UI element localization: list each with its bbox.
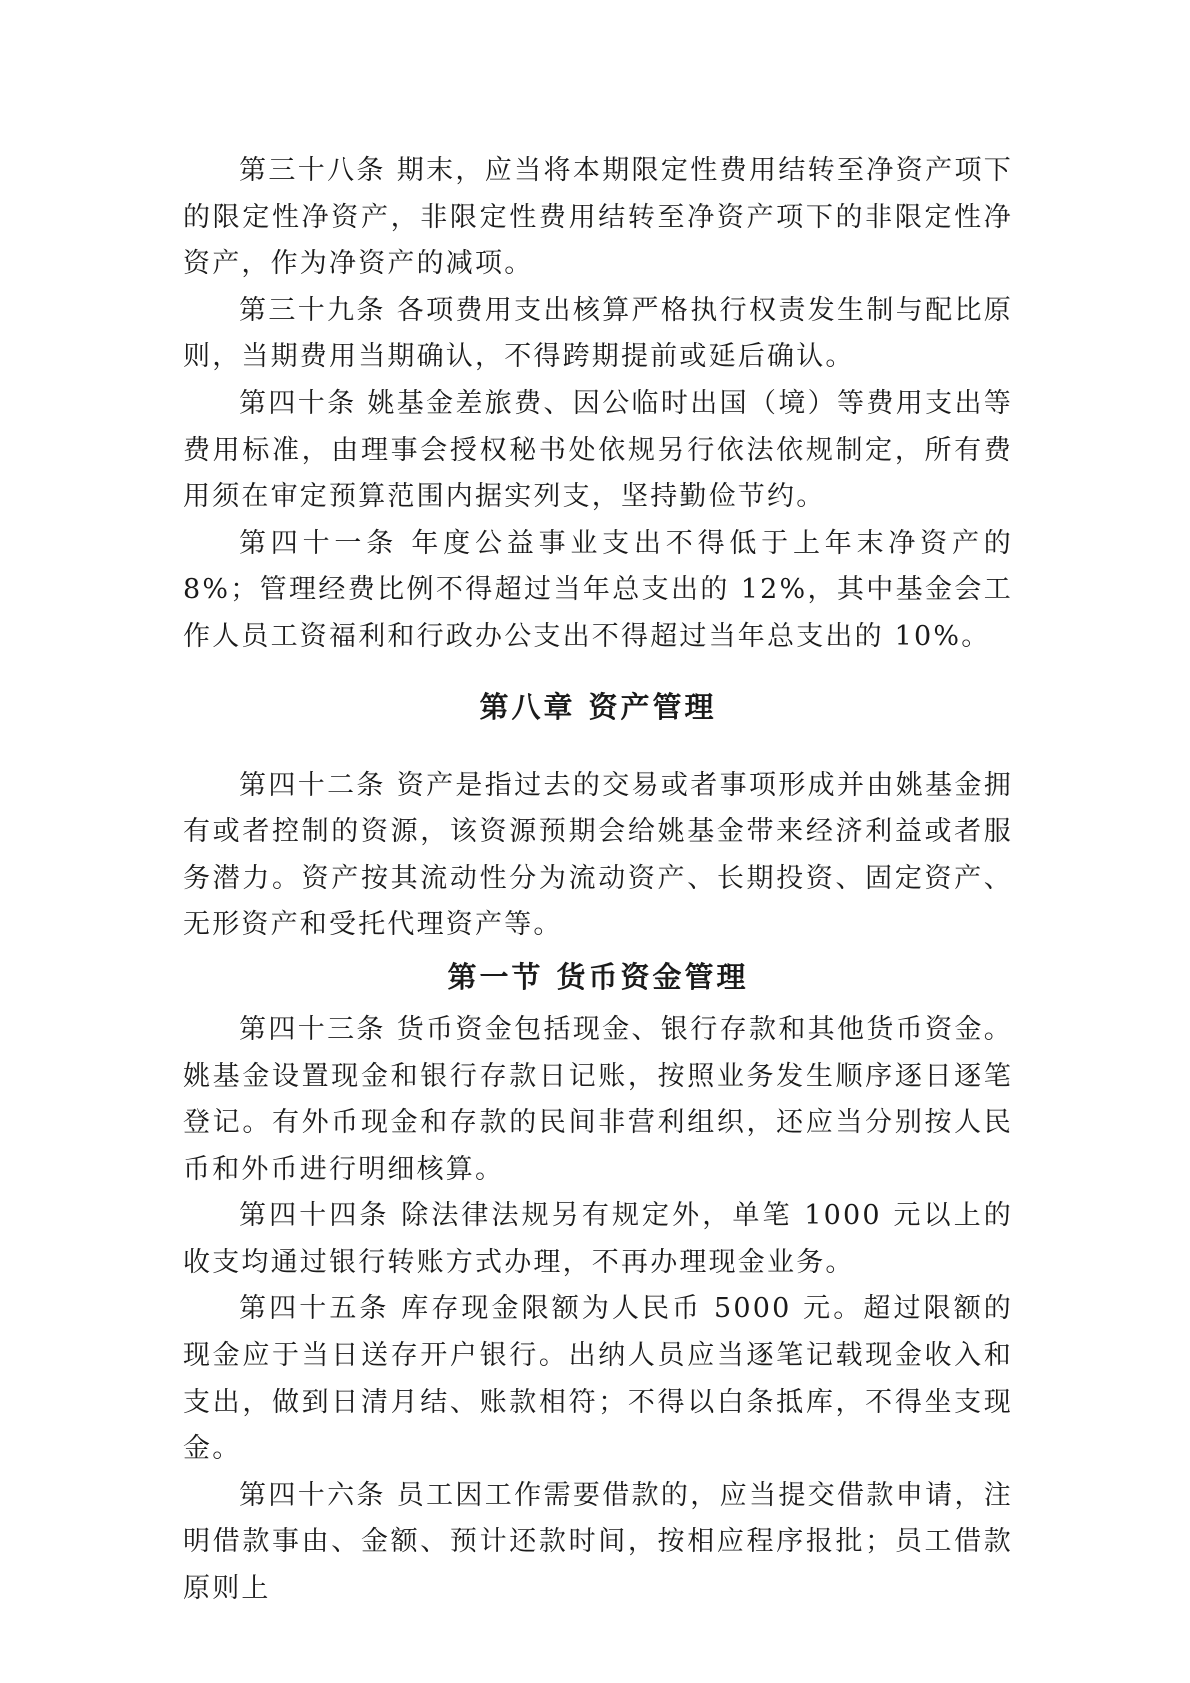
- article-46: 第四十六条 员工因工作需要借款的，应当提交借款申请，注明借款事由、金额、预计还款时间，按相应程序报批；员工借款原则上: [183, 1479, 1013, 1605]
- article-44: 第四十四条 除法律法规另有规定外，单笔 1000 元以上的收支均通过银行转账方式办理，不再办理现金业务。: [183, 1200, 1013, 1278]
- article-42: 第四十二条 资产是指过去的交易或者事项形成并由姚基金拥有或者控制的资源，该资源预期会给姚基金带来经济利益或者服务潜力。资产按其流动性分为流动资产、长期投资、固定资产、无形资产和受托代理资产等。: [183, 769, 1013, 941]
- section-title: 第一节 货币资金管理: [447, 959, 749, 994]
- article-38: 第三十八条 期末，应当将本期限定性费用结转至净资产项下的限定性净资产，非限定性费用结转至净资产项下的非限定性净资产，作为净资产的减项。: [183, 155, 1013, 280]
- article-45: 第四十五条 库存现金限额为人民币 5000 元。超过限额的现金应于当日送存开户银行。出纳人员应当逐笔记载现金收入和支出，做到日清月结、账款相符；不得以白条抵库，不得坐支现金。: [183, 1293, 1013, 1465]
- chapter-title: 第八章 资产管理: [479, 689, 717, 724]
- article-39: 第三十九条 各项费用支出核算严格执行权责发生制与配比原则，当期费用当期确认，不得跨期提前或延后确认。: [183, 294, 1013, 373]
- article-40: 第四十条 姚基金差旅费、因公临时出国（境）等费用支出等费用标准，由理事会授权秘书处依规另行依法依规制定，所有费用须在审定预算范围内据实列支，坚持勤俭节约。: [183, 387, 1013, 513]
- article-43: 第四十三条 货币资金包括现金、银行存款和其他货币资金。姚基金设置现金和银行存款日记账，按照业务发生顺序逐日逐笔登记。有外币现金和存款的民间非营利组织，还应当分别按人民币和外币进行明细核算。: [183, 1013, 1013, 1185]
- document-body: [183, 148, 1013, 1613]
- article-41: 第四十一条 年度公益事业支出不得低于上年末净资产的 8%；管理经费比例不得超过当年总支出的 12%，其中基金会工作人员工资福利和行政办公支出不得超过当年总支出的 10%。: [183, 527, 1013, 652]
